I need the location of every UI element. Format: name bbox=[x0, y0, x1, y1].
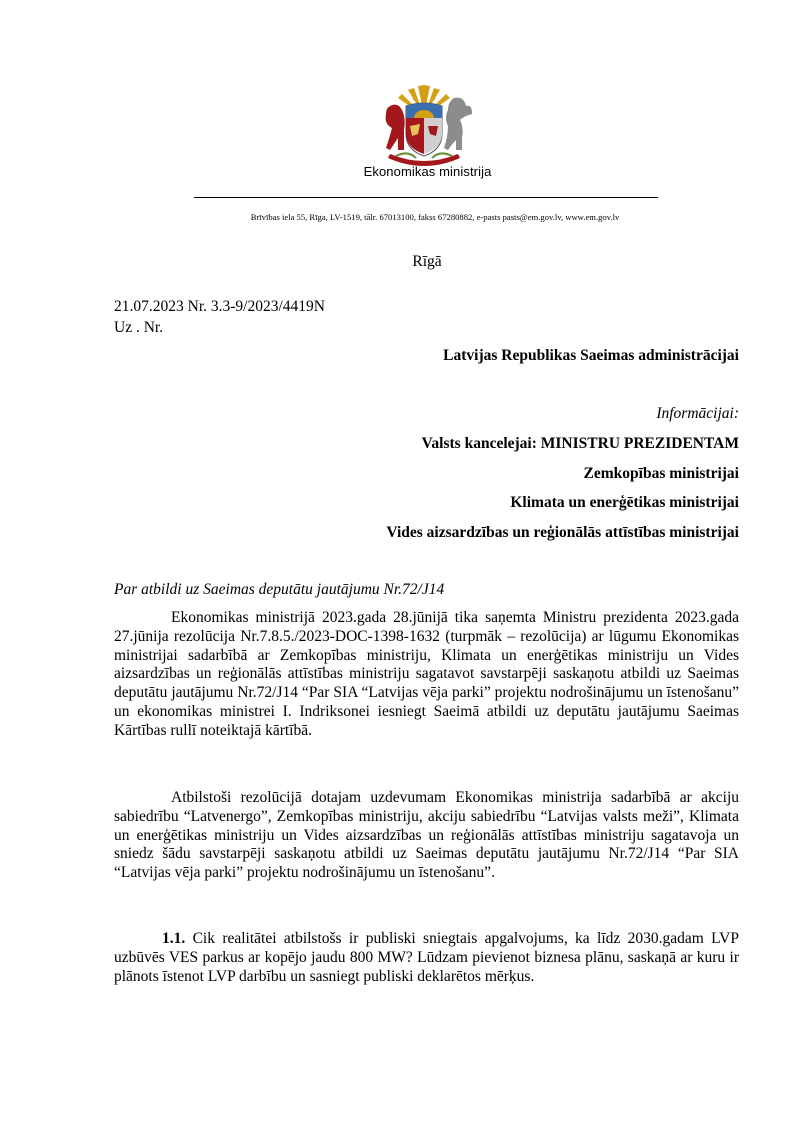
date-number: 21.07.2023 Nr. 3.3-9/2023/4419N bbox=[114, 298, 325, 315]
letter-subject: Par atbildi uz Saeimas deputātu jautājumu Nr.72/J14 bbox=[114, 581, 445, 598]
recipient-line: Zemkopības ministrijai bbox=[583, 465, 739, 482]
body-paragraph: Atbilstoši rezolūcijā dotajam uzdevumam Ekonomikas ministrija sadarbībā ar akciju sabiedrību “Latvenergo”, Zemkopības ministriju, akciju sabiedrību “Latvijas valsts meži”, Klimata un enerģētikas ministriju un Vides aizsardzības un reģionālās attīstības ministriju sagatavoja un sniedz šādu savstarpēji saskaņotu atbildi uz Saeimas deputātu jautājumu Nr.72/J14 “Par SIA “Latvijas vēja parki” projektu nodrošinājumu un īstenošanu”. bbox=[114, 789, 739, 882]
main-addressee: Latvijas Republikas Saeimas administrācijai bbox=[443, 347, 739, 364]
city: Rīgā bbox=[412, 253, 442, 270]
info-label: Informācijai: bbox=[656, 405, 739, 422]
recipient-line: Valsts kancelejai: MINISTRU PREZIDENTAM bbox=[421, 435, 739, 452]
ministry-name: Ekonomikas ministrija bbox=[363, 164, 492, 179]
question-number: 1.1. bbox=[162, 930, 186, 947]
shield-icon bbox=[406, 103, 442, 156]
recipient-line: Klimata un enerģētikas ministrijai bbox=[510, 494, 739, 511]
body-paragraph: Ekonomikas ministrijā 2023.gada 28.jūnijā tika saņemta Ministru prezidenta 2023.gada 27.jūnija rezolūcija Nr.7.8.5./2023-DOC-1398-1632 (turpmāk – rezolūcija) ar lūgumu Ekonomikas ministrijai sadarbībā ar Zemkopības ministriju, Klimata un enerģētikas ministriju un Vides aizsardzības un reģionālās attīstības ministriju sagatavot savstarpēji saskaņotu atbildi uz Saeimas deputātu jautājumu Nr.72/J14 “Par SIA “Latvijas vēja parki” projektu nodrošinājumu un īstenošanu” un ekonomikas ministrei I. Indriksonei iesniegt Saeimā atbildi uz deputātu jautājumu Saeimas Kārtības rullī noteiktajā kārtībā. bbox=[114, 609, 739, 739]
header-divider bbox=[194, 197, 658, 198]
question-paragraph bbox=[114, 930, 739, 986]
recipient-line: Vides aizsardzības un reģionālās attīstības ministrijai bbox=[386, 524, 739, 541]
coat-of-arms-logo bbox=[368, 84, 480, 168]
griffin-supporter-icon bbox=[444, 98, 472, 150]
reference-number: Uz . Nr. bbox=[114, 319, 164, 336]
lion-supporter-icon bbox=[386, 105, 405, 150]
question-text: Cik realitātei atbilstošs ir publiski sniegtais apgalvojums, ka līdz 2030.gadam LVP uzbūvēs VES parkus ar kopējo jaudu 800 MW? Lūdzam pievienot biznesa plānu, saskaņā ar kuru ir plānots īstenot LVP darbību un sasniegt publiski deklarētos mērķus. bbox=[114, 930, 739, 985]
contact-line: Brīvības iela 55, Rīga, LV-1519, tālr. 67013100, fakss 67280882, e-pasts pasts@em.gov.lv, www.em.gov.lv bbox=[250, 212, 620, 222]
